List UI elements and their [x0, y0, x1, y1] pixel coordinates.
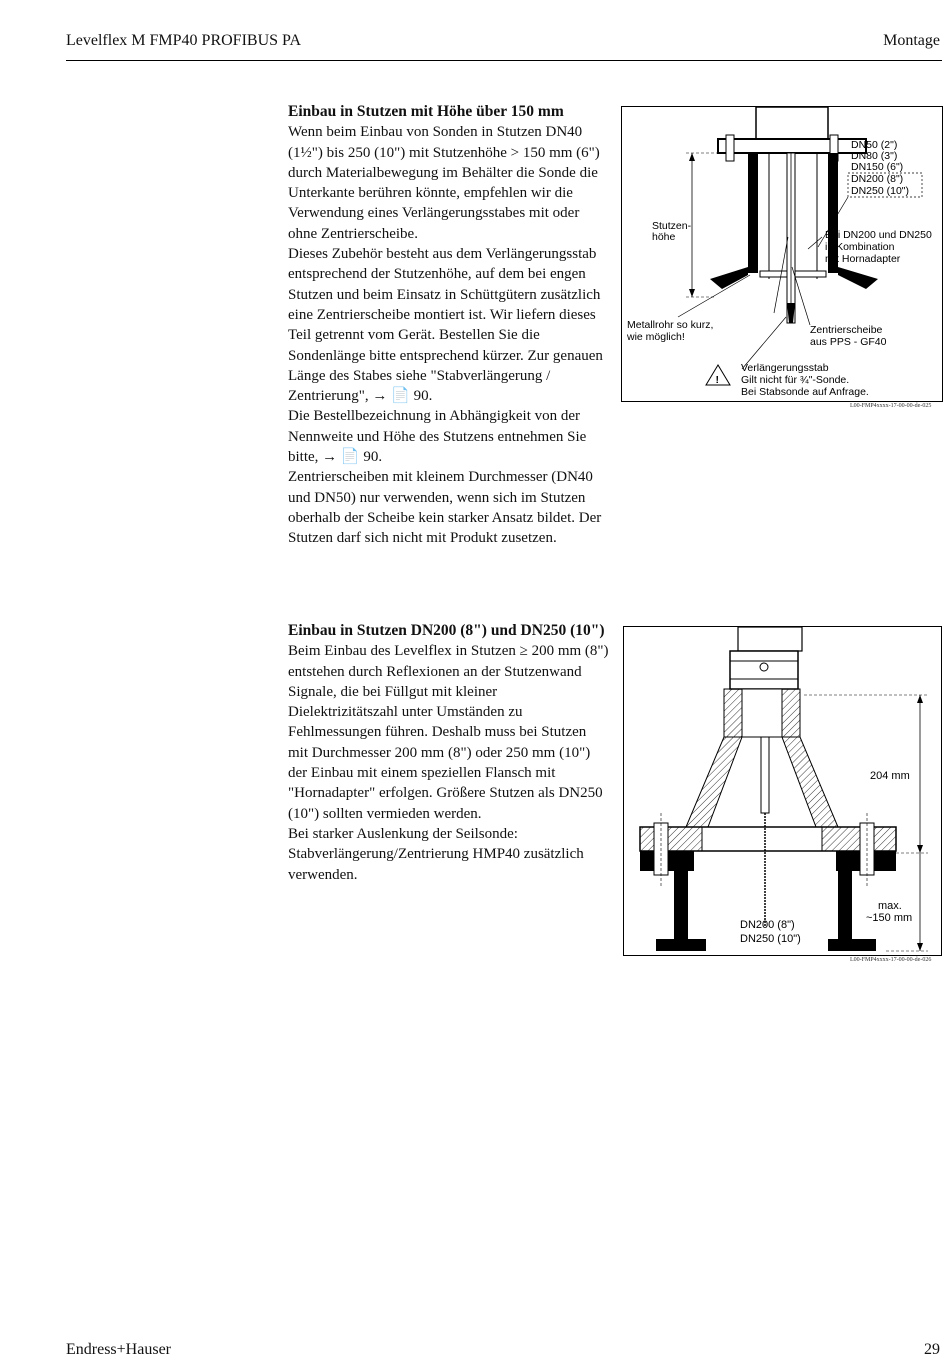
label-horn-1: Bei DN200 und DN250 [825, 229, 932, 241]
label-extension-rod-3: Bei Stabsonde auf Anfrage. [741, 386, 869, 398]
figure-horn-adapter [623, 626, 942, 956]
section-title: Einbau in Stutzen DN200 (8") und DN250 (10") [288, 622, 605, 639]
paragraph: Wenn beim Einbau von Sonden in Stutzen DN40 (1½") bis 250 (10") mit Stutzenhöhe > 150 mm (6") durch Materialbewegung im Behälter die Sonde die Unterkante berühren könnte, empfehlen wir die Verwendung eines Verlängerungsstabes mit oder ohne Zentrierscheibe. [288, 124, 600, 242]
figure-horn-adapter-drawing [624, 627, 941, 955]
svg-text:!: ! [715, 374, 719, 386]
label-metal-pipe-2: wie möglich! [627, 331, 685, 343]
label-extension-rod-2: Gilt nicht für ¾"-Sonde. [741, 374, 850, 386]
label-dn150: DN150 (6") [851, 161, 904, 173]
header-chapter-title: Montage [883, 32, 940, 49]
label-dn200: DN200 (8") [740, 919, 795, 931]
label-horn-2: in Kombination [825, 241, 895, 253]
label-dn250: DN250 (10") [851, 185, 910, 197]
label-horn-3: mit Hornadapter [825, 253, 901, 265]
section-title: Einbau in Stutzen mit Höhe über 150 mm [288, 103, 564, 120]
label-centering-disc-1: Zentrierscheibe [810, 324, 883, 336]
page-number: 29 [924, 1341, 940, 1358]
paragraph: Bei starker Auslenkung der Seilsonde: Stabverlängerung/Zentrierung HMP40 zusätzlich verwenden. [288, 825, 584, 883]
label-nozzle-height-1: Stutzen- [652, 220, 692, 232]
label-dim-204: 204 mm [870, 770, 910, 782]
figure-extension-rod [621, 106, 943, 402]
section-nozzle-height [288, 102, 610, 549]
header-divider [66, 60, 942, 61]
figure-id: L00-FMP4xxxx-17-00-00-de-025 [850, 403, 932, 409]
label-dn80: DN80 (3") [851, 150, 898, 162]
label-nozzle-height-2: höhe [652, 231, 676, 243]
label-centering-disc-2: aus PPS - GF40 [810, 336, 887, 348]
footer-company: Endress+Hauser [66, 1341, 171, 1358]
paragraph: Dieses Zubehör besteht aus dem Verlängerungsstab entsprechend der Stutzenhöhe, auf dem bei engen Stutzen und beim Einsatz in Schüttgütern zusätzlich eine Zentrierscheibe montiert ist. Wir liefern dieses Teil getrennt vom Gerät. Bestellen Sie die Sondenlänge bitte entsprechend kürzer. Zur genauen Länge des Stabes siehe "Stabverlängerung / Zentrierung", → 📄 90. [288, 246, 603, 405]
label-metal-pipe-1: Metallrohr so kurz, [627, 319, 714, 331]
label-extension-rod-1: Verlängerungsstab [741, 362, 829, 374]
figure-id: L00-FMP4xxxx-17-00-00-de-026 [850, 957, 932, 963]
label-max-1: max. [878, 900, 902, 912]
label-dn50: DN50 (2") [851, 139, 898, 151]
paragraph: Die Bestellbezeichnung in Abhängigkeit von der Nennweite und Höhe des Stutzens entnehmen Sie bitte, → 📄 90. [288, 408, 587, 466]
header-document-title: Levelflex M FMP40 PROFIBUS PA [66, 32, 302, 49]
figure-extension-rod-drawing [622, 107, 942, 401]
label-max-2: ~150 mm [866, 912, 913, 924]
paragraph: Zentrierscheiben mit kleinem Durchmesser (DN40 und DN50) nur verwenden, wenn sich im Stutzen oberhalb der Scheibe kein starker Ansatz bildet. Der Stutzen darf sich nicht mit Produkt zusetzen. [288, 469, 602, 547]
label-dn250: DN250 (10") [740, 933, 801, 945]
section-nozzle-dn200 [288, 621, 610, 885]
label-dn200: DN200 (8") [851, 173, 904, 185]
paragraph: Beim Einbau des Levelflex in Stutzen ≥ 200 mm (8") entstehen durch Reflexionen an der Stutzenwand Signale, die bei Füllgut mit kleiner Dielektrizitätszahl unter Umständen zu Fehlmessungen führen. Deshalb muss bei Stutzen mit Durchmesser 200 mm (8") oder 250 mm (10") der Einbau mit einem speziellen Flansch mit "Hornadapter" erfolgen. Größere Stutzen als DN250 (10") sollten vermieden werden. [288, 643, 609, 822]
